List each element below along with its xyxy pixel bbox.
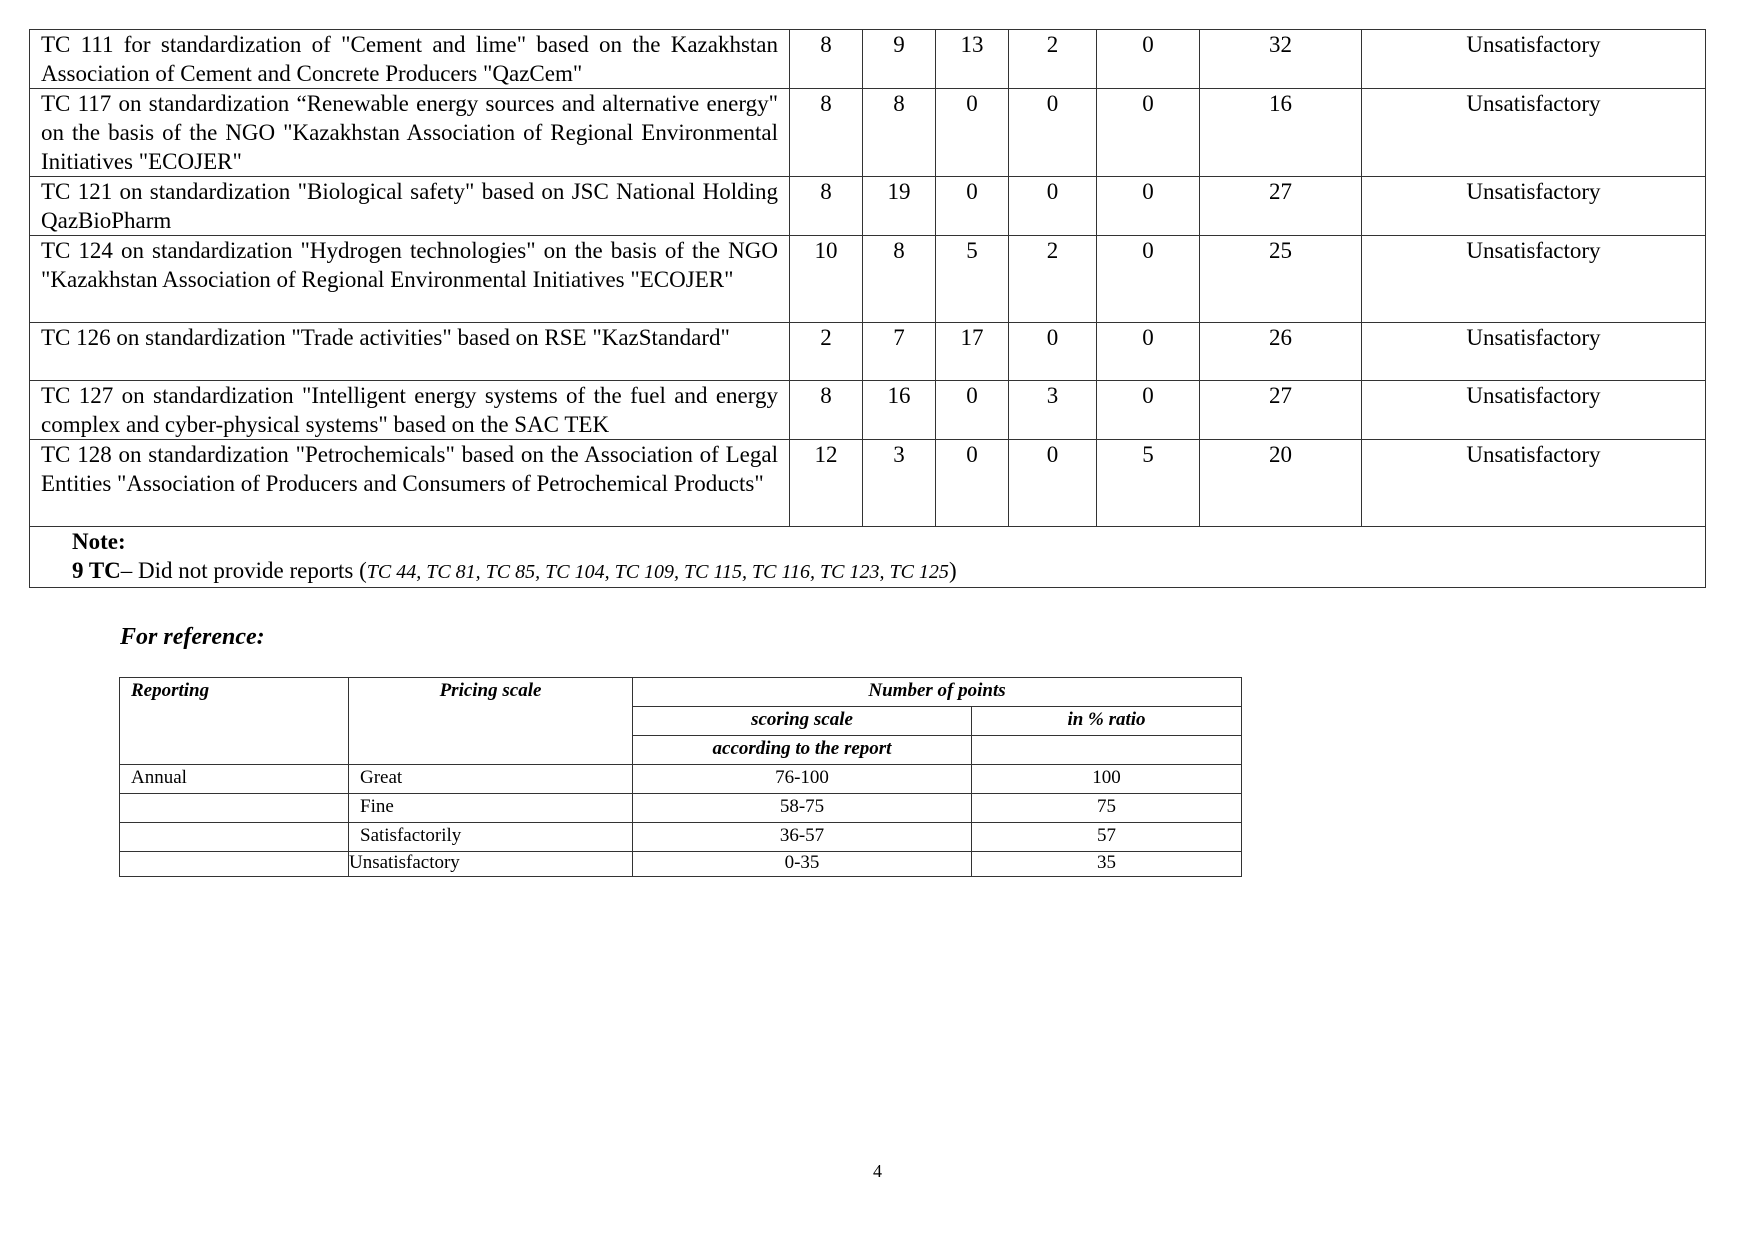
rating-cell: Unsatisfactory bbox=[1362, 89, 1706, 177]
total-cell: 27 bbox=[1200, 381, 1362, 440]
committee-rows bbox=[30, 30, 1706, 588]
score-cell: 8 bbox=[863, 89, 936, 177]
score-cell: 0 bbox=[1009, 177, 1097, 236]
scale-cell: Satisfactorily bbox=[349, 823, 633, 852]
percent-cell: 57 bbox=[972, 823, 1242, 852]
score-cell: 5 bbox=[1097, 440, 1200, 527]
score-cell: 8 bbox=[790, 30, 863, 89]
score-cell: 0 bbox=[1097, 30, 1200, 89]
score-cell: 13 bbox=[936, 30, 1009, 89]
score-cell: 5 bbox=[936, 236, 1009, 323]
page-number: 4 bbox=[873, 1161, 882, 1181]
reporting-cell: Annual bbox=[120, 765, 349, 794]
reference-header-row bbox=[120, 678, 1242, 707]
score-cell: 9 bbox=[863, 30, 936, 89]
reporting-cell bbox=[120, 852, 349, 877]
percent-cell: 75 bbox=[972, 794, 1242, 823]
note-text bbox=[72, 556, 1705, 587]
score-cell: 2 bbox=[1009, 236, 1097, 323]
score-cell: 0 bbox=[936, 177, 1009, 236]
score-cell: 19 bbox=[863, 177, 936, 236]
committee-name: TC 124 on standardization "Hydrogen technologies" on the basis of the NGO "Kazakhstan Association of Regional Environmental Initiatives "ECOJER" bbox=[30, 236, 790, 323]
score-cell: 8 bbox=[790, 89, 863, 177]
committee-name: TC 111 for standardization of "Cement and lime" based on the Kazakhstan Association of Cement and Concrete Producers "QazCem" bbox=[30, 30, 790, 89]
score-cell: 0 bbox=[1009, 323, 1097, 381]
table-row bbox=[30, 381, 1706, 440]
score-cell: 0 bbox=[1097, 177, 1200, 236]
score-cell: 0 bbox=[1097, 381, 1200, 440]
table-row bbox=[30, 89, 1706, 177]
committee-name: TC 128 on standardization "Petrochemicals" based on the Association of Legal Entities "Association of Producers and Consumers of Petrochemical Products" bbox=[30, 440, 790, 527]
header-percent-ratio: in % ratio bbox=[972, 707, 1242, 736]
total-cell: 20 bbox=[1200, 440, 1362, 527]
header-number-of-points: Number of points bbox=[633, 678, 1242, 707]
table-row bbox=[30, 323, 1706, 381]
points-cell: 36-57 bbox=[633, 823, 972, 852]
score-cell: 16 bbox=[863, 381, 936, 440]
points-cell: 0-35 bbox=[633, 852, 972, 877]
score-cell: 0 bbox=[936, 381, 1009, 440]
rating-cell: Unsatisfactory bbox=[1362, 30, 1706, 89]
score-cell: 8 bbox=[863, 236, 936, 323]
score-cell: 8 bbox=[790, 381, 863, 440]
reporting-cell bbox=[120, 823, 349, 852]
table-row bbox=[30, 177, 1706, 236]
committee-evaluation-table bbox=[29, 29, 1706, 588]
table-row bbox=[120, 823, 1242, 852]
committee-name: TC 127 on standardization "Intelligent energy systems of the fuel and energy complex and cyber-physical systems" based on the SAC TEK bbox=[30, 381, 790, 440]
score-cell: 10 bbox=[790, 236, 863, 323]
score-cell: 0 bbox=[1009, 440, 1097, 527]
score-cell: 17 bbox=[936, 323, 1009, 381]
committee-name: TC 121 on standardization "Biological safety" based on JSC National Holding QazBioPharm bbox=[30, 177, 790, 236]
note-cell bbox=[30, 527, 1706, 588]
total-cell: 16 bbox=[1200, 89, 1362, 177]
percent-cell: 100 bbox=[972, 765, 1242, 794]
committee-name: TC 126 on standardization "Trade activities" based on RSE "KazStandard" bbox=[30, 323, 790, 381]
reference-heading: For reference: bbox=[120, 624, 265, 650]
committee-name: TC 117 on standardization “Renewable energy sources and alternative energy" on the basis of the NGO "Kazakhstan Association of Regional Environmental Initiatives "ECOJER" bbox=[30, 89, 790, 177]
table-row bbox=[120, 765, 1242, 794]
header-according-to-report: according to the report bbox=[633, 736, 972, 765]
rating-cell: Unsatisfactory bbox=[1362, 440, 1706, 527]
table-row bbox=[30, 30, 1706, 89]
total-cell: 26 bbox=[1200, 323, 1362, 381]
header-empty-cell bbox=[972, 736, 1242, 765]
points-cell: 58-75 bbox=[633, 794, 972, 823]
score-cell: 0 bbox=[936, 89, 1009, 177]
scale-cell: Great bbox=[349, 765, 633, 794]
score-cell: 3 bbox=[863, 440, 936, 527]
table-row bbox=[120, 852, 1242, 877]
score-cell: 0 bbox=[1097, 89, 1200, 177]
table-row bbox=[120, 794, 1242, 823]
score-cell: 2 bbox=[790, 323, 863, 381]
note-close: ) bbox=[948, 558, 957, 583]
rating-cell: Unsatisfactory bbox=[1362, 236, 1706, 323]
table-row bbox=[30, 440, 1706, 527]
table-row bbox=[30, 236, 1706, 323]
header-pricing-scale: Pricing scale bbox=[349, 678, 633, 765]
scale-cell: Unsatisfactory bbox=[349, 852, 633, 877]
score-cell: 7 bbox=[863, 323, 936, 381]
total-cell: 27 bbox=[1200, 177, 1362, 236]
score-cell: 0 bbox=[1009, 89, 1097, 177]
score-cell: 2 bbox=[1009, 30, 1097, 89]
rating-cell: Unsatisfactory bbox=[1362, 177, 1706, 236]
header-scoring-scale: scoring scale bbox=[633, 707, 972, 736]
note-tc-list: TC 44, TC 81, TC 85, TC 104, TC 109, TC 115, TC 116, TC 123, TC 125 bbox=[366, 561, 949, 583]
total-cell: 32 bbox=[1200, 30, 1362, 89]
reference-scale-table bbox=[119, 677, 1242, 877]
scale-cell: Fine bbox=[349, 794, 633, 823]
score-cell: 12 bbox=[790, 440, 863, 527]
rating-cell: Unsatisfactory bbox=[1362, 323, 1706, 381]
score-cell: 0 bbox=[1097, 236, 1200, 323]
score-cell: 3 bbox=[1009, 381, 1097, 440]
points-cell: 76-100 bbox=[633, 765, 972, 794]
note-description: – Did not provide reports ( bbox=[120, 558, 367, 583]
percent-cell: 35 bbox=[972, 852, 1242, 877]
header-reporting: Reporting bbox=[120, 678, 349, 765]
note-count: 9 TC bbox=[72, 558, 121, 583]
score-cell: 0 bbox=[936, 440, 1009, 527]
score-cell: 0 bbox=[1097, 323, 1200, 381]
note-title: Note: bbox=[72, 529, 126, 554]
rating-cell: Unsatisfactory bbox=[1362, 381, 1706, 440]
reporting-cell bbox=[120, 794, 349, 823]
note-row bbox=[30, 527, 1706, 588]
total-cell: 25 bbox=[1200, 236, 1362, 323]
score-cell: 8 bbox=[790, 177, 863, 236]
